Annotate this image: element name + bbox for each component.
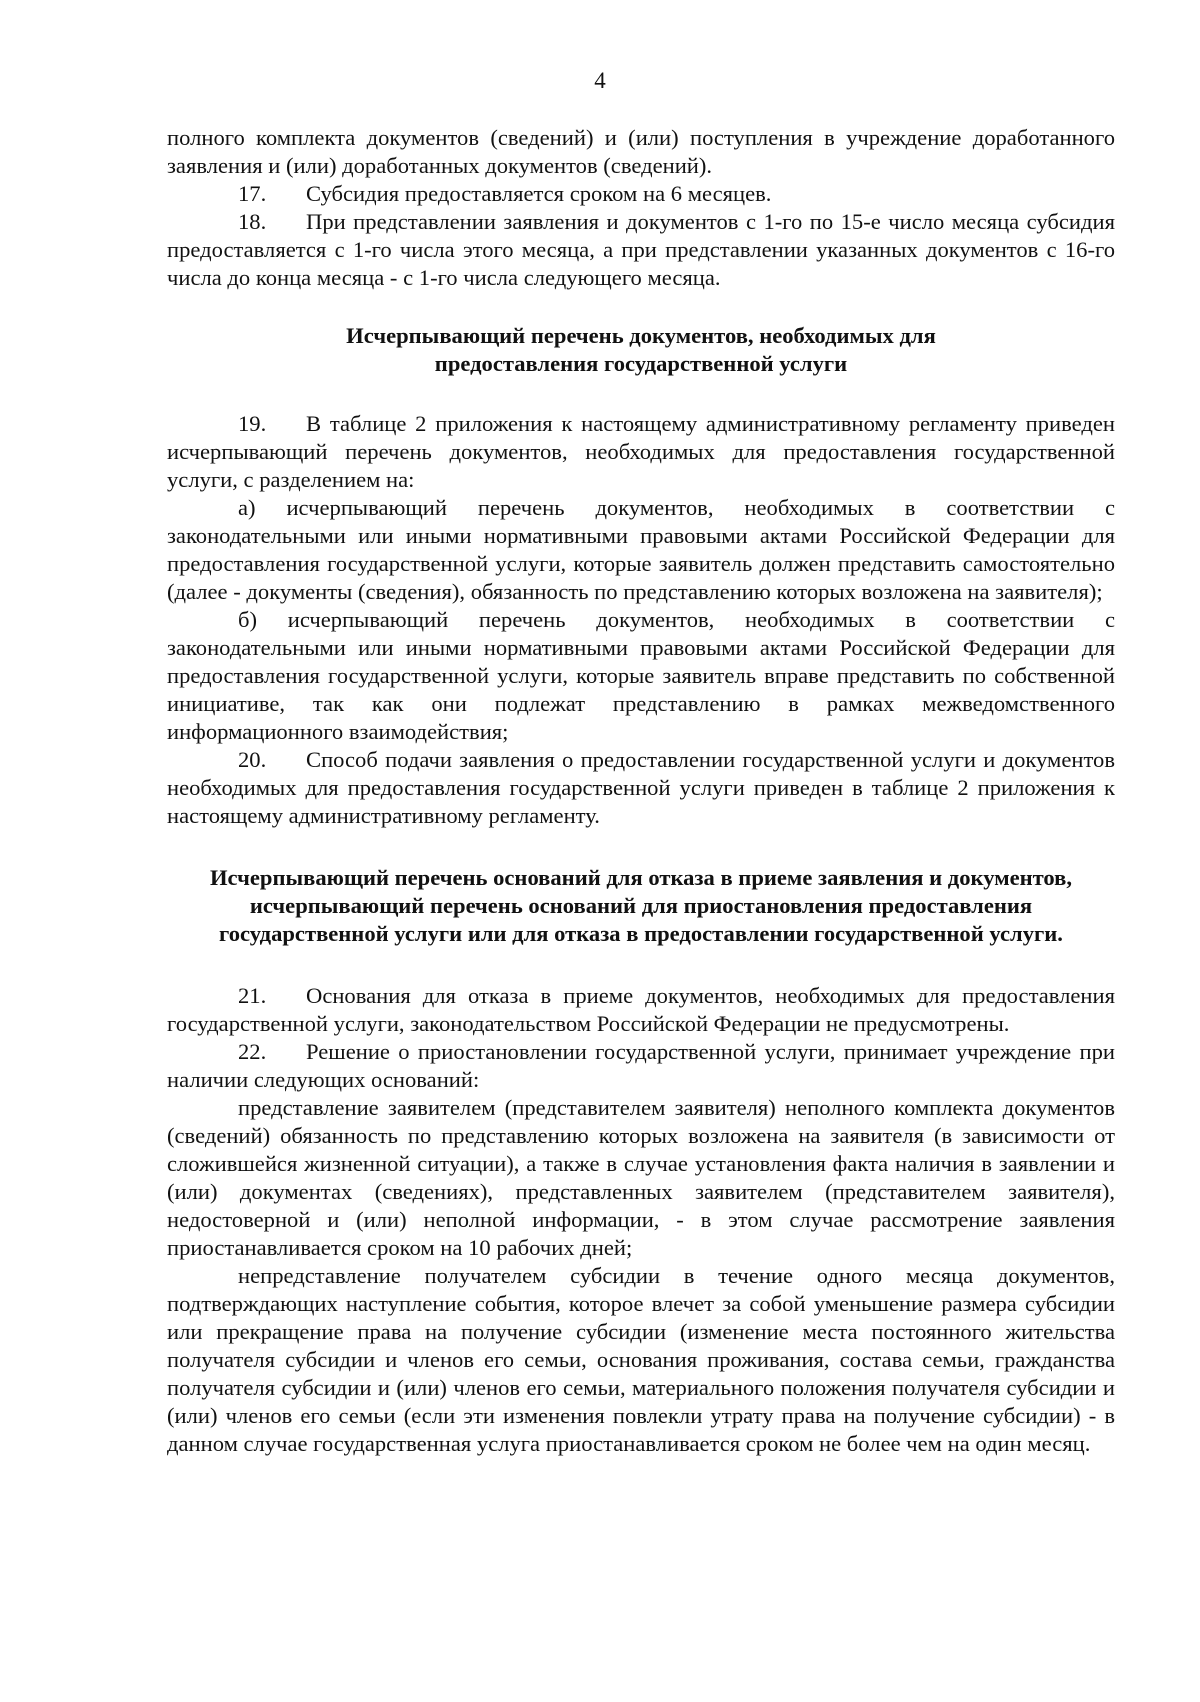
item-number: 18. xyxy=(238,209,267,234)
paragraph-20 xyxy=(167,746,1115,830)
paragraph-19 xyxy=(167,410,1115,494)
item-number: 20. xyxy=(238,747,267,772)
section-heading-documents: Исчерпывающий перечень документов, необходимых для предоставления государственной услуги xyxy=(346,323,936,376)
paragraph-continuation: полного комплекта документов (сведений) и (или) поступления в учреждение доработанного заявления и (или) доработанных документов (сведений). xyxy=(167,125,1115,178)
page-number: 4 xyxy=(594,68,606,93)
item-number: 22. xyxy=(238,1039,267,1064)
paragraph-19b: б) исчерпывающий перечень документов, необходимых в соответствии с законодательными или иными нормативными правовыми актами Российской Федерации для предоставления государственной услуги, которые заявитель вправе представить по собственной инициативе, так как они подлежат представлению в рамках межведомственного информационного взаимодействия; xyxy=(167,607,1115,744)
paragraph-18 xyxy=(167,208,1115,292)
item-text: В таблице 2 приложения к настоящему административному регламенту приведен исчерпывающий перечень документов, необходимых для предоставления государственной услуги, с разделением на: xyxy=(167,411,1115,492)
item-number: 17. xyxy=(238,181,267,206)
section-heading-refusal: Исчерпывающий перечень оснований для отказа в приеме заявления и документов, исчерпывающий перечень оснований для приостановления предоставления государственной услуги или для отказа в предоставлении государственной услуги. xyxy=(209,865,1073,946)
document-body xyxy=(167,124,1115,1458)
item-number: 19. xyxy=(238,411,267,436)
paragraph-22b: непредставление получателем субсидии в течение одного месяца документов, подтверждающих наступление события, которое влечет за собой уменьшение размера субсидии или прекращение права на получение субсидии (изменение места постоянного жительства получателя субсидии и членов его семьи, основания проживания, состава семьи, гражданства получателя субсидии и (или) членов его семьи, материального положения получателя субсидии и (или) членов его семьи (если эти изменения повлекли утрату права на получение субсидии) - в данном случае государственная услуга приостанавливается сроком не более чем на один месяц. xyxy=(167,1263,1115,1456)
item-text: Способ подачи заявления о предоставлении государственной услуги и документов необходимых для предоставления государственной услуги приведен в таблице 2 приложения к настоящему административному регламенту. xyxy=(167,747,1115,828)
paragraph-21 xyxy=(167,982,1115,1038)
item-text: При представлении заявления и документов с 1-го по 15-е число месяца субсидия предоставляется с 1-го числа этого месяца, а при представлении указанных документов с 16-го числа до конца месяца - с 1-го числа следующего месяца. xyxy=(167,209,1115,290)
paragraph-19a: а) исчерпывающий перечень документов, необходимых в соответствии с законодательными или иными нормативными правовыми актами Российской Федерации для предоставления государственной услуги, которые заявитель должен представить самостоятельно (далее - документы (сведения), обязанность по представлению которых возложена на заявителя); xyxy=(167,495,1115,604)
item-text: Субсидия предоставляется сроком на 6 месяцев. xyxy=(306,181,772,206)
paragraph-22 xyxy=(167,1038,1115,1094)
paragraph-22a: представление заявителем (представителем заявителя) неполного комплекта документов (сведений) обязанность по представлению которых возложена на заявителя (в зависимости от сложившейся жизненной ситуации), а также в случае установления факта наличия в заявлении и (или) документах (сведениях), представленных заявителем (представителем заявителя), недостоверной и (или) неполной информации, - в этом случае рассмотрение заявления приостанавливается сроком на 10 рабочих дней; xyxy=(167,1095,1115,1260)
paragraph-17 xyxy=(167,180,1115,208)
item-text: Решение о приостановлении государственной услуги, принимает учреждение при наличии следующих оснований: xyxy=(167,1039,1115,1092)
item-number: 21. xyxy=(238,983,267,1008)
item-text: Основания для отказа в приеме документов, необходимых для предоставления государственной услуги, законодательством Российской Федерации не предусмотрены. xyxy=(167,983,1115,1036)
